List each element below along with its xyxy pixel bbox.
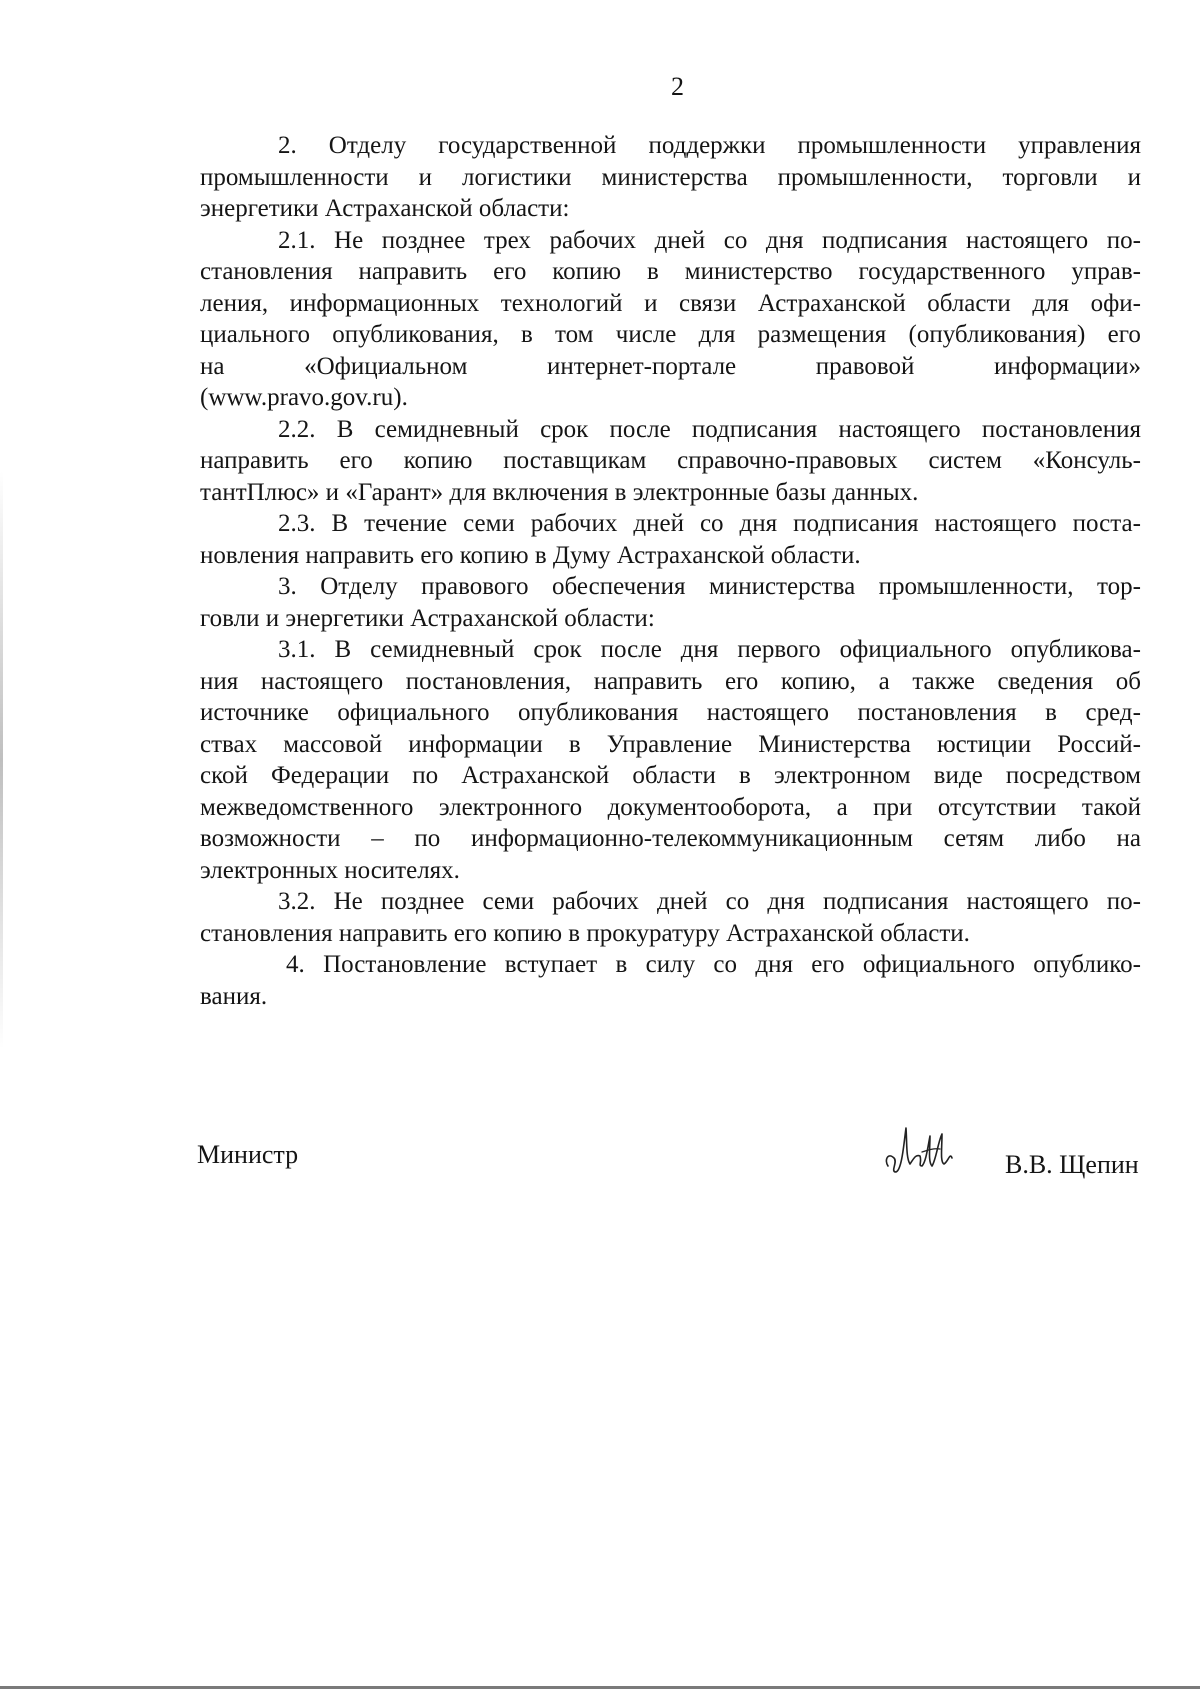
paragraph-line bbox=[200, 571, 1141, 603]
word: настоящего bbox=[965, 226, 1089, 254]
word: 2.3. bbox=[278, 510, 316, 537]
word: по- bbox=[1106, 888, 1141, 915]
word: 2.1. bbox=[278, 226, 316, 254]
word: дней bbox=[654, 226, 706, 254]
word: 3. bbox=[278, 573, 297, 600]
word: поддержки bbox=[648, 132, 766, 159]
signer-title: Министр bbox=[197, 1140, 299, 1169]
word: со bbox=[723, 226, 748, 254]
word: электронного bbox=[438, 793, 583, 821]
word: 4. bbox=[286, 951, 305, 978]
paragraph-line bbox=[200, 162, 1141, 194]
word: Постановление bbox=[323, 951, 487, 978]
paragraph-2-2 bbox=[200, 414, 1141, 509]
paragraph-line bbox=[200, 760, 1141, 792]
word: тор- bbox=[1097, 573, 1141, 600]
word: официального bbox=[862, 951, 1015, 978]
word: справочно-правовых bbox=[677, 447, 898, 474]
word: области bbox=[632, 762, 716, 789]
word: настоящего bbox=[706, 699, 829, 726]
word: промышленности, bbox=[878, 573, 1074, 600]
word: постановления, bbox=[405, 667, 572, 695]
paragraph-line bbox=[200, 445, 1141, 477]
word: систем bbox=[928, 447, 1002, 474]
word: правовой bbox=[815, 352, 915, 380]
word: 3.1. bbox=[278, 636, 316, 663]
paragraph-line bbox=[200, 697, 1141, 729]
word: и bbox=[644, 289, 658, 317]
scan-edge-left bbox=[0, 470, 3, 1050]
word: подписания bbox=[793, 510, 919, 537]
paragraph-line bbox=[200, 729, 1141, 761]
word: В bbox=[331, 510, 349, 537]
word: министерства bbox=[601, 163, 748, 191]
word: срок bbox=[540, 415, 589, 443]
word: межведомственного bbox=[200, 793, 414, 821]
word: сред- bbox=[1085, 699, 1141, 726]
word: постановления bbox=[981, 415, 1141, 443]
word: области bbox=[927, 289, 1011, 317]
word: 3.2. bbox=[278, 888, 316, 915]
word: обеспечения bbox=[552, 573, 686, 600]
paragraph-2-1 bbox=[200, 225, 1141, 414]
word: направить bbox=[200, 447, 309, 474]
word: сетям bbox=[943, 825, 1005, 852]
word: дня bbox=[767, 888, 805, 915]
word: опубликования bbox=[518, 699, 679, 726]
word: подписания bbox=[823, 888, 949, 915]
paragraph-3-1 bbox=[200, 634, 1141, 886]
word: Не bbox=[333, 888, 363, 915]
word: связи bbox=[678, 289, 737, 317]
paragraph-3 bbox=[200, 571, 1141, 634]
word: (опубликования) bbox=[908, 321, 1086, 348]
word: настоящего bbox=[260, 667, 384, 695]
word: семидневный bbox=[374, 415, 519, 443]
word: ния bbox=[200, 667, 239, 695]
paragraph-line bbox=[200, 508, 1141, 540]
word: государственной bbox=[438, 132, 617, 159]
word: опублико- bbox=[1033, 951, 1141, 978]
paragraph-line: электронных носителях. bbox=[200, 856, 460, 884]
word: управления bbox=[1018, 132, 1141, 159]
word: информационно-телекоммуникационным bbox=[470, 825, 913, 852]
word: дня bbox=[680, 636, 719, 663]
word: дня bbox=[755, 951, 793, 978]
word: поста- bbox=[1072, 510, 1141, 537]
word: позднее bbox=[380, 888, 465, 915]
paragraph-line bbox=[200, 225, 1141, 257]
word: при bbox=[873, 793, 913, 821]
word: правового bbox=[421, 573, 529, 600]
word: логистики bbox=[461, 163, 572, 191]
paragraph-line: тантПлюс» и «Гарант» для включения в электронные базы данных. bbox=[200, 478, 919, 506]
word: после bbox=[609, 415, 671, 443]
word: юстиции bbox=[936, 730, 1032, 758]
word: Астраханской bbox=[757, 289, 906, 317]
word: электронном bbox=[774, 762, 911, 789]
word: дня bbox=[739, 510, 778, 537]
paragraph-line bbox=[200, 319, 1141, 351]
word: 2.2. bbox=[278, 415, 316, 443]
word: Отделу bbox=[320, 573, 398, 600]
paragraph-line: новления направить его копию в Думу Астраханской области. bbox=[200, 541, 861, 569]
word: Управление bbox=[606, 730, 733, 758]
word: ской bbox=[200, 762, 248, 789]
word: опубликова- bbox=[1010, 636, 1141, 663]
word: семи bbox=[463, 510, 515, 537]
paragraph-line bbox=[200, 792, 1141, 824]
word: В bbox=[336, 415, 354, 443]
word: и bbox=[418, 163, 432, 191]
word: источнике bbox=[200, 699, 309, 726]
paragraph-line bbox=[200, 634, 1141, 666]
word: информации bbox=[408, 730, 543, 758]
word: Отделу bbox=[328, 132, 407, 159]
word: посредством bbox=[1005, 762, 1141, 789]
word: и bbox=[1127, 163, 1141, 191]
paragraph-4 bbox=[200, 949, 1141, 1012]
word: рабочих bbox=[530, 510, 618, 537]
word: в bbox=[1045, 699, 1057, 726]
word: опубликования, bbox=[332, 321, 499, 348]
word: Не bbox=[334, 226, 364, 254]
word: настоящего bbox=[934, 510, 1057, 537]
signer-name: В.В. Щепин bbox=[1005, 1150, 1139, 1179]
word: постановления bbox=[857, 699, 1017, 726]
word: В bbox=[334, 636, 352, 663]
paragraph-line bbox=[200, 130, 1141, 162]
signature-block bbox=[0, 1122, 1200, 1202]
word: становления bbox=[200, 258, 333, 285]
word: дня bbox=[765, 226, 804, 254]
word: его bbox=[725, 667, 759, 695]
word: числе bbox=[615, 321, 677, 348]
word: копию bbox=[552, 258, 622, 285]
word: 2. bbox=[278, 132, 297, 159]
word: его bbox=[811, 951, 845, 978]
word: на bbox=[1116, 825, 1141, 852]
document-body bbox=[200, 130, 1141, 1012]
word: государственного bbox=[858, 258, 1046, 285]
word: об bbox=[1115, 667, 1141, 695]
word: циального bbox=[200, 321, 310, 348]
word: семидневный bbox=[370, 636, 515, 663]
word: первого bbox=[737, 636, 821, 663]
word: «Консуль- bbox=[1032, 447, 1141, 474]
word: трех bbox=[483, 226, 531, 254]
paragraph-line: (www.pravo.gov.ru). bbox=[200, 384, 408, 411]
word: поставщикам bbox=[503, 447, 647, 474]
word: по- bbox=[1106, 226, 1141, 254]
word: а bbox=[878, 667, 890, 695]
page-number: 2 bbox=[671, 72, 684, 101]
word: отсутствии bbox=[937, 793, 1057, 821]
word: Министерства bbox=[758, 730, 911, 758]
word: управ- bbox=[1071, 258, 1141, 285]
paragraph-line bbox=[200, 823, 1141, 855]
word: Россий- bbox=[1057, 730, 1141, 758]
word: его bbox=[1107, 321, 1141, 348]
word: Астраханской bbox=[461, 762, 610, 789]
word: сведения bbox=[997, 667, 1094, 695]
paragraph-line bbox=[200, 886, 1141, 918]
word: по bbox=[414, 825, 441, 852]
word: официального bbox=[337, 699, 490, 726]
word: министерства bbox=[709, 573, 856, 600]
word: после bbox=[600, 636, 662, 663]
word: промышленности bbox=[797, 132, 987, 159]
word: на bbox=[200, 352, 225, 380]
word: настоящего bbox=[838, 415, 961, 443]
word: рабочих bbox=[549, 226, 637, 254]
paragraph-2-3 bbox=[200, 508, 1141, 571]
word: в bbox=[568, 730, 581, 758]
word: – bbox=[371, 825, 384, 852]
word: промышленности, bbox=[777, 163, 973, 191]
word: также bbox=[912, 667, 975, 695]
word: ления, bbox=[200, 289, 269, 317]
word: в bbox=[739, 762, 751, 789]
word: дней bbox=[656, 888, 708, 915]
word: министерство bbox=[684, 258, 833, 285]
word: «Официальном bbox=[304, 352, 468, 380]
word: информации» bbox=[993, 352, 1141, 380]
word: технологий bbox=[500, 289, 623, 317]
word: размещения bbox=[757, 321, 887, 348]
word: позднее bbox=[381, 226, 466, 254]
word: виде bbox=[933, 762, 983, 789]
word: официального bbox=[839, 636, 992, 663]
word: промышленности bbox=[200, 163, 389, 191]
word: силу bbox=[645, 951, 696, 978]
word: со bbox=[713, 951, 738, 978]
word: подписания bbox=[822, 226, 948, 254]
word: в bbox=[647, 258, 659, 285]
word: дней bbox=[633, 510, 684, 537]
word: его bbox=[493, 258, 527, 285]
word: течение bbox=[364, 510, 448, 537]
paragraph-line bbox=[200, 256, 1141, 288]
paragraph-line bbox=[200, 666, 1141, 698]
paragraph-line bbox=[200, 351, 1141, 383]
handwritten-signature bbox=[882, 1122, 962, 1178]
word: а bbox=[836, 793, 848, 821]
word: офи- bbox=[1090, 289, 1141, 317]
word: направить bbox=[358, 258, 468, 285]
paragraph-line: становления направить его копию в прокуратуру Астраханской области. bbox=[200, 919, 970, 947]
word: информационных bbox=[289, 289, 480, 317]
word: для bbox=[698, 321, 736, 348]
word: срок bbox=[533, 636, 582, 663]
word: копию bbox=[403, 447, 473, 474]
word: том bbox=[555, 321, 594, 348]
word: документооборота, bbox=[607, 793, 812, 821]
word: в bbox=[520, 321, 533, 348]
word: ствах bbox=[200, 730, 258, 758]
word: его bbox=[339, 447, 373, 474]
word: по bbox=[412, 762, 439, 789]
word: рабочих bbox=[552, 888, 639, 915]
word: подписания bbox=[691, 415, 818, 443]
paragraph-line bbox=[200, 949, 1141, 981]
paragraph-line: энергетики Астраханской области: bbox=[200, 195, 570, 222]
word: вступает bbox=[504, 951, 598, 978]
word: копию, bbox=[780, 667, 856, 695]
scan-edge-bottom bbox=[0, 1686, 1200, 1689]
word: для bbox=[1032, 289, 1070, 317]
paragraph-3-2 bbox=[200, 886, 1141, 949]
paragraph-line bbox=[200, 288, 1141, 320]
word: интернет-портале bbox=[546, 352, 737, 380]
word: возможности bbox=[200, 825, 341, 852]
word: либо bbox=[1034, 825, 1086, 852]
word: семи bbox=[482, 888, 535, 915]
paragraph-line: вания. bbox=[200, 982, 268, 1010]
word: такой bbox=[1081, 793, 1141, 821]
paragraph-2 bbox=[200, 130, 1141, 225]
paragraph-line: говли и энергетики Астраханской области: bbox=[200, 604, 655, 632]
word: в bbox=[615, 951, 628, 978]
word: торговли bbox=[1002, 163, 1098, 191]
word: настоящего bbox=[966, 888, 1089, 915]
word: массовой bbox=[283, 730, 383, 758]
word: направить bbox=[593, 667, 703, 695]
word: со bbox=[725, 888, 750, 915]
word: со bbox=[699, 510, 724, 537]
word: Федерации bbox=[271, 762, 390, 789]
paragraph-line bbox=[200, 414, 1141, 446]
